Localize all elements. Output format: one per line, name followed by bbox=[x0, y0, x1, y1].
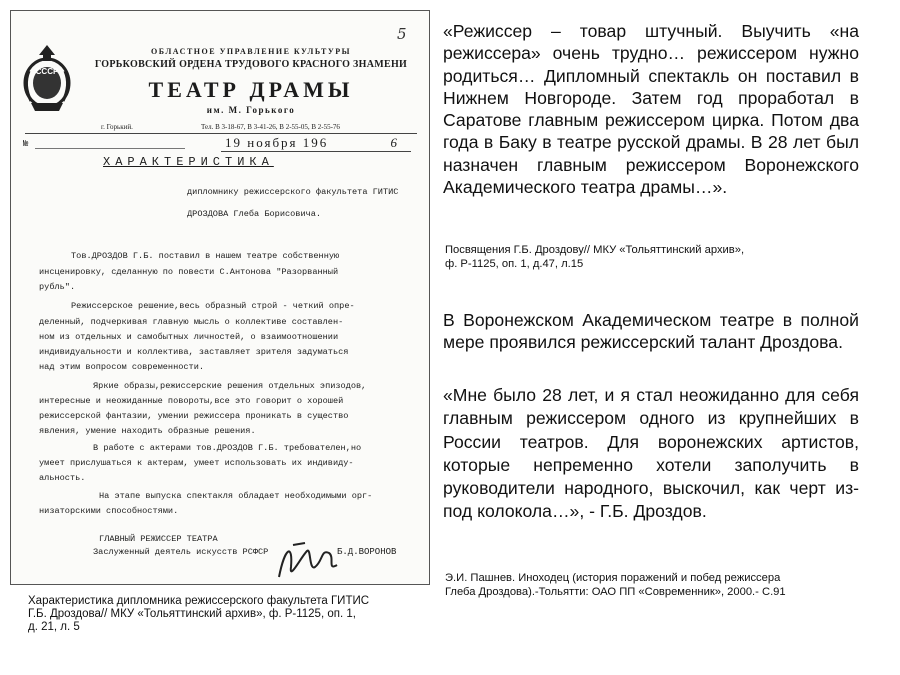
ussr-emblem-icon bbox=[21, 41, 73, 115]
letterhead-divider bbox=[25, 133, 417, 134]
doc-line: низаторскими способностями. bbox=[39, 506, 179, 516]
paragraph-2 bbox=[443, 309, 859, 354]
doc-line: В работе с актерами тов.ДРОЗДОВ Г.Б. требователен,но bbox=[93, 443, 362, 453]
caption-line: д. 21, л. 5 bbox=[28, 621, 80, 634]
document-heading: ХАРАКТЕРИСТИКА bbox=[103, 155, 274, 169]
doc-line: Режиссерское решение,весь образный строй - четкий опре- bbox=[71, 301, 355, 311]
source-line: Посвящения Г.Б. Дроздову// МКУ «Тольяттинский архив», bbox=[445, 244, 745, 256]
letterhead-theatre: ТЕАТР ДРАМЫ bbox=[148, 77, 354, 102]
doc-line: деленный, подчеркивая главную мысль о коллективе составлен- bbox=[39, 317, 344, 327]
document-date-text: 19 ноября 196 bbox=[225, 135, 329, 150]
doc-line: На этапе выпуска спектакля обладает необходимыми орг- bbox=[99, 491, 373, 501]
doc-line: над этим вопросом современности. bbox=[39, 362, 205, 372]
source-line: ф. Р-1125, оп. 1, д.47, л.15 bbox=[445, 257, 584, 270]
doc-line: Яркие образы,режиссерские решения отдельных эпизодов, bbox=[93, 381, 367, 391]
letterhead-named: им. М. Горького bbox=[206, 105, 296, 115]
letterhead-org: ОБЛАСТНОЕ УПРАВЛЕНИЕ КУЛЬТУРЫ bbox=[151, 47, 351, 56]
signer-post: ГЛАВНЫЙ РЕЖИССЕР ТЕАТРА bbox=[99, 534, 218, 544]
source-note-2 bbox=[445, 572, 865, 599]
document-date bbox=[221, 135, 411, 152]
doc-line: индивидуальности и коллектива, заставляет зрителя задуматься bbox=[39, 347, 349, 357]
document-number-label: № bbox=[23, 139, 29, 149]
caption-line: Характеристика дипломника режиссерского факультета ГИТИС bbox=[28, 595, 370, 607]
letterhead-city: г. Горький. bbox=[101, 123, 133, 131]
document-number-line bbox=[35, 148, 185, 149]
doc-line: явления, умение находить образные решения. bbox=[39, 426, 256, 436]
source-line: Э.И. Пашнев. Иноходец (история поражений и побед режиссера bbox=[445, 572, 781, 584]
letterhead-phones: Тел. В 3-18-67, В 3-41-26, В 2-55-05, В 2-55-76 bbox=[201, 123, 340, 131]
signer-title: Заслуженный деятель искусств РСФСР bbox=[93, 547, 269, 557]
doc-line: режиссерской фантазии, умении режиссера проникать в существо bbox=[39, 411, 349, 421]
quote-block-2 bbox=[443, 384, 859, 524]
caption-line: Г.Б. Дроздова// МКУ «Тольяттинский архив», ф. Р-1125, оп. 1, bbox=[28, 608, 356, 621]
scanned-document bbox=[10, 10, 430, 585]
doc-line: Тов.ДРОЗДОВ Г.Б. поставил в нашем театре собственную bbox=[71, 251, 340, 261]
doc-line: ном из отдельных и самобытных личностей, о взаимоотношении bbox=[39, 332, 339, 342]
doc-line: дипломнику режиссерского факультета ГИТИС bbox=[187, 187, 399, 197]
quote-text: «Режиссер – товар штучный. Выучить «на режиссера» очень трудно… режиссером нужно родиться… Дипломный спектакль он поставил в Нижнем Новгороде. Затем год проработал в Саратове главным режиссером цирка. Потом два года в Баку в театре русской драмы. В 28 лет был назначен главным режиссером Воронежского Академического театра драмы…». bbox=[443, 21, 859, 198]
doc-line: ДРОЗДОВА Глеба Борисовича. bbox=[187, 209, 322, 219]
letterhead-order: ГОРЬКОВСКИЙ ОРДЕНА ТРУДОВОГО КРАСНОГО ЗНАМЕНИ bbox=[94, 59, 408, 70]
scan-caption bbox=[28, 595, 428, 635]
quote-text: «Мне было 28 лет, и я стал неожиданно для себя главным режиссером одного из крупнейших в России театров. Для воронежских артистов, которые непременно хотели заполучить в руководители народного, выскочил, как черт из-под колокола…», - Г.Б. Дроздов. bbox=[443, 385, 859, 522]
doc-line: рубль". bbox=[39, 282, 76, 292]
paragraph-text: В Воронежском Академическом театре в полной мере проявился режиссерский талант Дроздова. bbox=[443, 310, 859, 353]
quote-block-1 bbox=[443, 20, 859, 198]
signature-icon bbox=[271, 537, 351, 585]
doc-line: инсценировку, сделанную по повести С.Антонова "Разорванный bbox=[39, 267, 339, 277]
svg-text:СССР: СССР bbox=[35, 67, 59, 76]
handwritten-number: 5 bbox=[397, 25, 407, 43]
doc-line: интересные и неожиданные повороты,все это говорит о хорошей bbox=[39, 396, 344, 406]
source-note-1 bbox=[445, 244, 865, 271]
source-line: Глеба Дроздова).-Тольятти: ОАО ПП «Современник», 2000.- С.91 bbox=[445, 585, 786, 598]
doc-line: альность. bbox=[39, 473, 86, 483]
document-date-hand: 6 bbox=[390, 135, 399, 150]
signer-name: Б.Д.ВОРОНОВ bbox=[337, 547, 397, 557]
doc-line: умеет прислушаться к актерам, умеет использовать их индивиду- bbox=[39, 458, 354, 468]
